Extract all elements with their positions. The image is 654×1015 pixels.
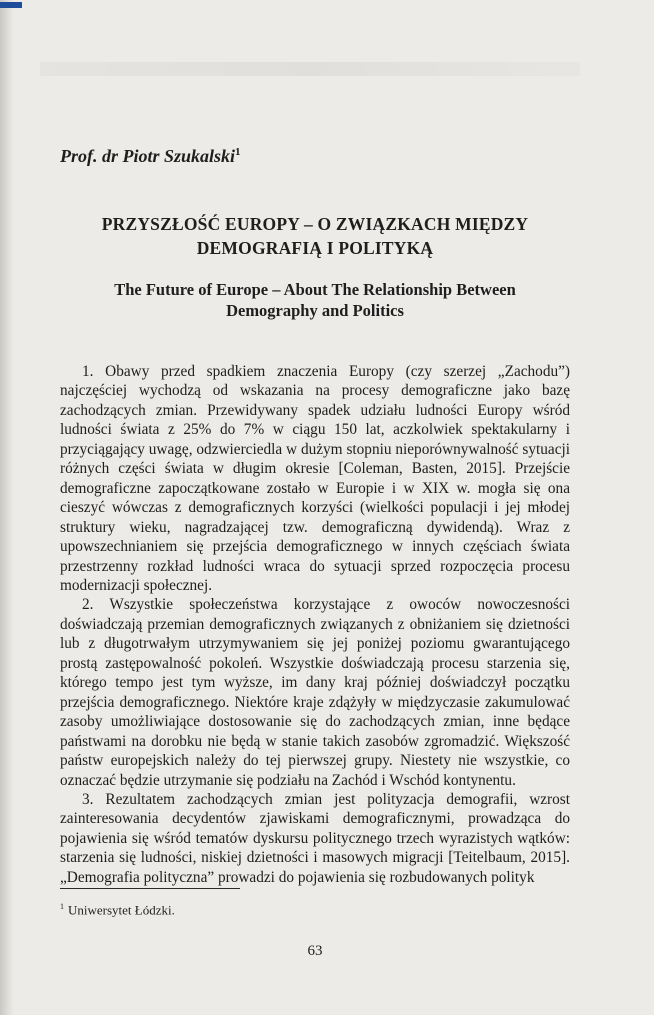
english-title-line-2: Demography and Politics (226, 301, 404, 320)
footnote-text: Uniwersytet Łódzki. (68, 902, 175, 918)
author-line (60, 141, 570, 167)
footnote-mark: 1 (60, 902, 64, 911)
page-number: 63 (307, 943, 323, 959)
article-body (60, 362, 570, 887)
scan-page-edge (0, 0, 14, 1015)
polish-title-line-2: DEMOGRAFIĄ I POLITYKĄ (196, 238, 434, 258)
scan-corner-mark (0, 2, 22, 8)
author-name: Prof. dr Piotr Szukalski (60, 146, 236, 166)
footnote (60, 899, 570, 918)
polish-title-line-1: PRZYSZŁOŚĆ EUROPY – O ZWIĄZKACH MIĘDZY (101, 214, 529, 234)
author-footnote-mark: 1 (235, 146, 241, 158)
footnote-divider (60, 888, 240, 889)
paragraph-3: 3. Rezultatem zachodzących zmian jest polityzacja demografii, wzrost zainteresowania decydentów zjawiskami demograficznymi, prowadząca do pojawienia się wśród tematów dyskursu politycznego trzech wyrazistych wątków: starzenia się ludności, niskiej dzietności i masowych migracji [Teitelbaum, 2015]. „Demografia polityczna” prowadzi do pojawienia się rozbudowanych polityk (60, 790, 570, 886)
paragraph-2: 2. Wszystkie społeczeństwa korzystające z owoców nowoczesności doświadczają przemian demograficznych związanych z obniżaniem się dzietności lub z długotrwałym utrzymywaniem się jej poniżej poziomu gwarantującego prostą zastępowalność pokoleń. Wszystkie doświadczają procesu starzenia się, którego tempo jest tym wyższe, im dany kraj później doświadczył początku przejścia demograficznego. Niektóre kraje zdążyły w międzyczasie zakumulować zasoby umożliwiające dostosowanie się do zachodzących zmian, inne będące państwami na dorobku nie będą w stanie takich zasobów zgromadzić. Większość państw europejskich należy do tej pierwszej grupy. Niestety nie wszystkie, co oznaczać będzie utrzymanie się podziału na Zachód i Wschód kontynentu. (60, 596, 570, 789)
article-page (60, 0, 570, 1015)
paragraph-1: 1. Obawy przed spadkiem znaczenia Europy (czy szerzej „Zachodu”) najczęściej wychodzą od wskazania na procesy demograficzne jako bazę zachodzących zmian. Przewidywany spadek udziału ludności Europy wśród ludności świata z 25% do 7% w ciągu 150 lat, aczkolwiek spektakularny i przyciągający uwagę, odzwierciedla w dużym stopniu nieporównywalność sytuacji różnych części świata w długim okresie [Coleman, Basten, 2015]. Przejście demograficzne zapoczątkowane zostało w Europie i w XIX w. mogła się ona cieszyć wówczas z demograficznych korzyści (wielkości populacji i jej młodej struktury wieku, nagradzającej tzw. demograficzną dywidendą). Wraz z upowszechnianiem się przejścia demograficznego w innych częściach świata przestrzenny rozkład ludności wraca do sytuacji sprzed rozpoczęcia procesu modernizacji społecznej. (60, 363, 570, 594)
english-title-line-1: The Future of Europe – About The Relationship Between (114, 280, 516, 299)
polish-title (60, 212, 570, 260)
english-title (60, 279, 570, 321)
